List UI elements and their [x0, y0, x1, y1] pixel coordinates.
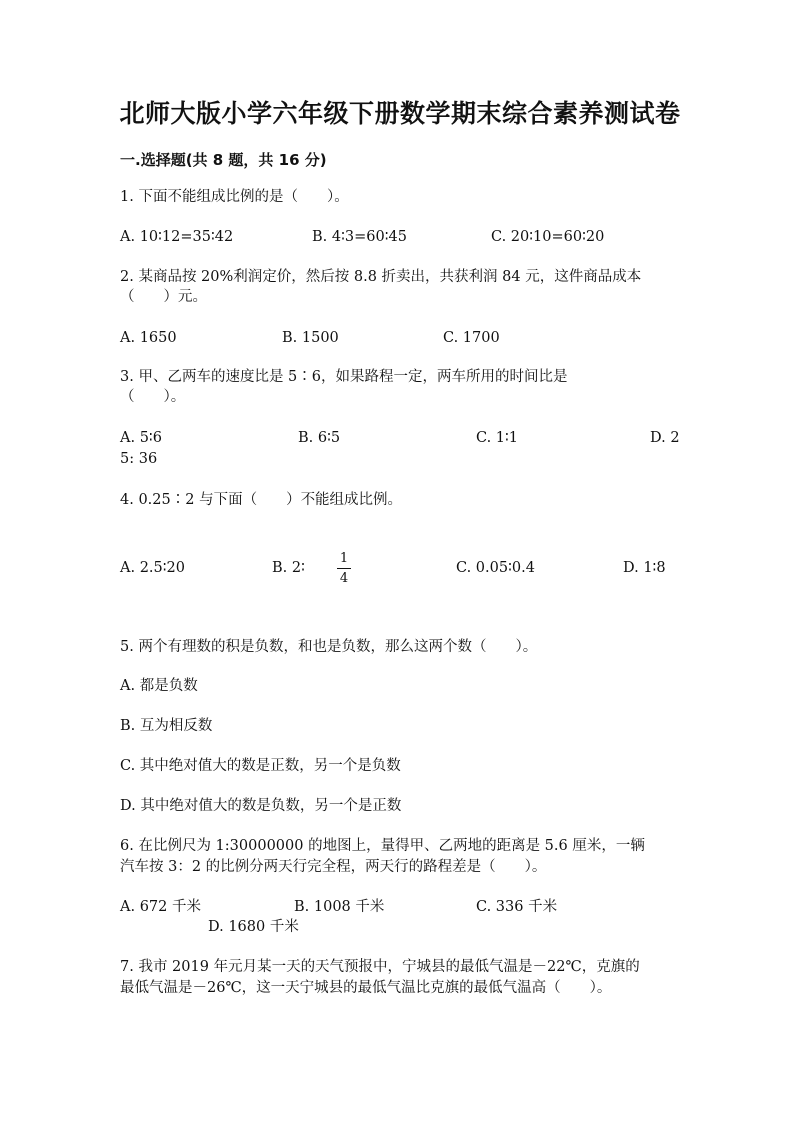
question-1-option-b[interactable]: B. 4∶3=60∶45 — [312, 229, 407, 245]
question-6-option-d[interactable]: D. 1680 千米 — [208, 919, 299, 935]
page-title: 北师大版小学六年级下册数学期末综合素养测试卷 — [119, 99, 681, 128]
question-6-option-c[interactable]: C. 336 千米 — [476, 899, 558, 915]
question-3-stem-line-2: （ ）。 — [120, 389, 186, 405]
question-1-stem: 1. 下面不能组成比例的是（ ）。 — [120, 189, 349, 205]
question-2-option-c[interactable]: C. 1700 — [443, 330, 500, 346]
question-4-option-c[interactable]: C. 0.05∶0.4 — [456, 560, 535, 576]
question-4-option-a[interactable]: A. 2.5∶20 — [120, 560, 185, 576]
question-7-stem-line-1: 7. 我市 2019 年元月某一天的天气预报中，宁城县的最低气温是－22℃，克旗的 — [120, 959, 640, 975]
question-3-option-d-continued: 5: 36 — [120, 451, 158, 467]
question-4-option-b-fraction — [337, 552, 351, 586]
question-3-option-c[interactable]: C. 1∶1 — [476, 430, 519, 446]
question-5-option-c[interactable]: C. 其中绝对值大的数是正数，另一个是负数 — [120, 758, 401, 774]
question-2-stem-line-2: （ ）元。 — [120, 289, 207, 305]
question-6-stem-line-1: 6. 在比例尺为 1:30000000 的地图上，量得甲、乙两地的距离是 5.6 厘米，一辆 — [120, 838, 645, 854]
fraction-denominator: 4 — [339, 571, 349, 586]
fraction-numerator: 1 — [339, 551, 349, 566]
question-4-option-b[interactable]: B. 2∶ — [272, 560, 305, 576]
question-6-stem-line-2: 汽车按 3：2 的比例分两天行完全程，两天行的路程差是（ ）。 — [120, 859, 547, 875]
question-5-option-a[interactable]: A. 都是负数 — [120, 678, 198, 694]
question-5-option-d[interactable]: D. 其中绝对值大的数是负数，另一个是正数 — [120, 798, 402, 814]
question-3-option-d[interactable]: D. 2 — [650, 430, 680, 446]
question-1-option-a[interactable]: A. 10∶12=35∶42 — [120, 229, 234, 245]
question-4-stem: 4. 0.25∶2 与下面（ ）不能组成比例。 — [120, 492, 403, 508]
question-3-option-b[interactable]: B. 6∶5 — [298, 430, 341, 446]
section-heading: 一.选择题(共 8 题，共 16 分) — [120, 151, 327, 169]
question-2-option-b[interactable]: B. 1500 — [282, 330, 339, 346]
question-6-option-b[interactable]: B. 1008 千米 — [294, 899, 385, 915]
fraction-bar — [337, 568, 351, 569]
question-1-option-c[interactable]: C. 20∶10=60∶20 — [491, 229, 605, 245]
question-2-option-a[interactable]: A. 1650 — [120, 330, 177, 346]
question-4-option-d[interactable]: D. 1∶8 — [623, 560, 666, 576]
question-6-option-a[interactable]: A. 672 千米 — [120, 899, 201, 915]
question-5-stem: 5. 两个有理数的积是负数，和也是负数，那么这两个数（ ）。 — [120, 639, 538, 655]
question-5-option-b[interactable]: B. 互为相反数 — [120, 718, 213, 734]
question-3-stem-line-1: 3. 甲、乙两车的速度比是 5∶6，如果路程一定，两车所用的时间比是 — [120, 369, 568, 385]
question-2-stem-line-1: 2. 某商品按 20%利润定价，然后按 8.8 折卖出，共获利润 84 元，这件商品成本 — [120, 269, 642, 285]
question-7-stem-line-2: 最低气温是－26℃，这一天宁城县的最低气温比克旗的最低气温高（ ）。 — [120, 980, 612, 996]
question-3-option-a[interactable]: A. 5∶6 — [120, 430, 162, 446]
